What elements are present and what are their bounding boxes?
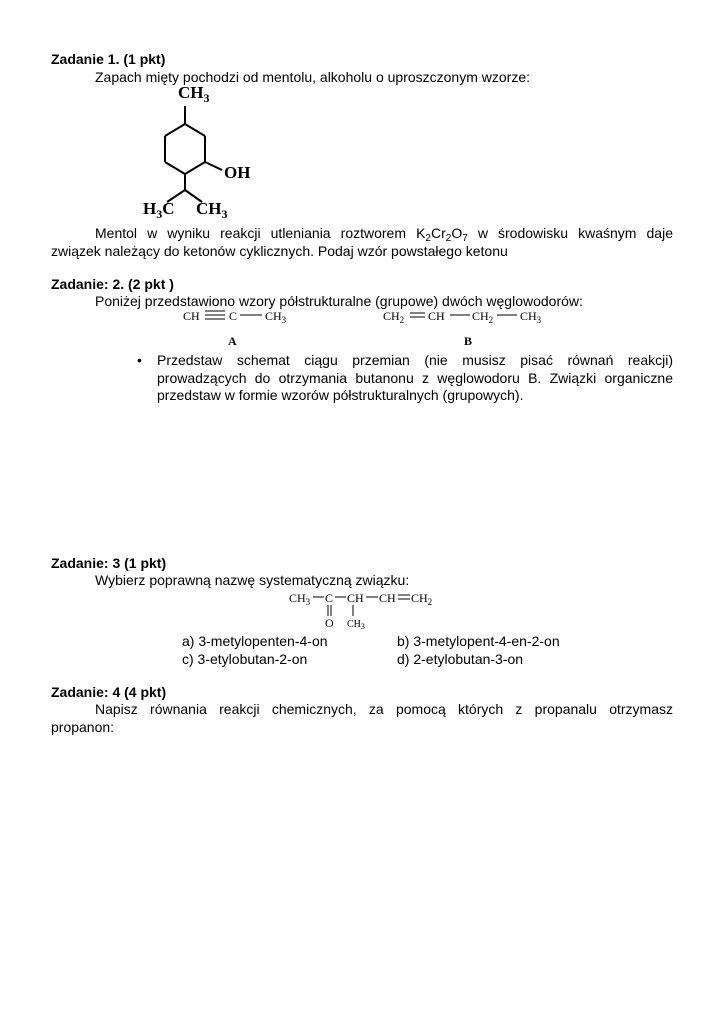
- task-4-text-line2: propanon:: [51, 719, 115, 735]
- menthol-structure: [130, 80, 270, 225]
- task-2-bullet-line1: Przedstaw schemat ciągu przemian (nie musisz pisać równań reakcji): [157, 352, 673, 368]
- svg-text:C: C: [229, 309, 238, 323]
- svg-text:CH: CH: [379, 591, 396, 605]
- hydrocarbon-a-formula: [180, 305, 300, 350]
- task-2-bullet-line3: przedstaw w formie wzorów półstrukturalnych (grupowych).: [157, 387, 524, 403]
- task-1-text-line2: związek należący do ketonów cyklicznych. Podaj wzór powstałego ketonu: [51, 243, 508, 259]
- svg-text:CH3: $CH_3$: [520, 309, 542, 325]
- svg-text:CH: CH: [347, 591, 364, 605]
- svg-text:CH3: $CH_3$: [265, 309, 287, 325]
- option-a[interactable]: a) 3-metylopenten-4-on: [182, 633, 328, 649]
- task-2-bullet-line2: prowadzących do otrzymania butanonu z węglowodoru B. Związki organiczne: [157, 370, 673, 386]
- svg-text:CH: CH: [428, 309, 445, 323]
- option-c[interactable]: c) 3-etylobutan-2-on: [182, 651, 308, 667]
- svg-text:CH2: $CH_2$: [472, 309, 494, 325]
- option-d[interactable]: d) 2-etylobutan-3-on: [397, 651, 524, 667]
- task-1-heading: Zadanie 1. (1 pkt): [51, 51, 166, 67]
- ch3-right-label: $CH_3$: [196, 199, 228, 221]
- task-4-heading: Zadanie: 4 (4 pkt): [51, 684, 167, 700]
- task-3-formula: [286, 585, 446, 630]
- task-3-intro: Wybierz poprawną nazwę systematyczną związku:: [95, 572, 410, 588]
- task-2-bullet: •: [137, 352, 142, 368]
- svg-text:O: O: [325, 616, 334, 630]
- h3c-label: $H_3C$: [143, 199, 175, 221]
- svg-text:CH3: $CH_3$: [289, 591, 311, 607]
- option-b[interactable]: b) 3-metylopent-4-en-2-on: [397, 633, 560, 649]
- ch3-top-label: $CH_3$: [178, 83, 210, 105]
- task-2-intro: Poniżej przedstawiono wzory półstrukturalne (grupowe) dwóch węglowodorów:: [95, 293, 583, 309]
- task-2-heading: Zadanie: 2. (2 pkt ): [51, 276, 174, 292]
- hydrocarbon-b-formula: [380, 305, 550, 350]
- svg-text:CH2: $CH_2$: [411, 591, 433, 607]
- label-b: B: [464, 334, 473, 348]
- task-3-heading: Zadanie: 3 (1 pkt): [51, 555, 167, 571]
- svg-text:CH3: $CH_3$: [347, 619, 365, 630]
- svg-text:C: C: [325, 591, 334, 605]
- task-1-intro: Zapach mięty pochodzi od mentolu, alkoholu o uproszczonym wzorze:: [95, 69, 530, 85]
- task-1-text-line1: Mentol w wyniku reakcji utleniania roztworem $K_2Cr_2O_7$ w środowisku kwaśnym daje: [95, 225, 673, 244]
- oh-label: OH: [224, 163, 251, 182]
- svg-text:CH: CH: [183, 309, 200, 323]
- task-4-text-line1: Napisz równania reakcji chemicznych, za pomocą których z propanalu otrzymasz: [95, 701, 673, 717]
- label-a: A: [228, 334, 237, 348]
- svg-text:CH2: $CH_2$: [383, 309, 405, 325]
